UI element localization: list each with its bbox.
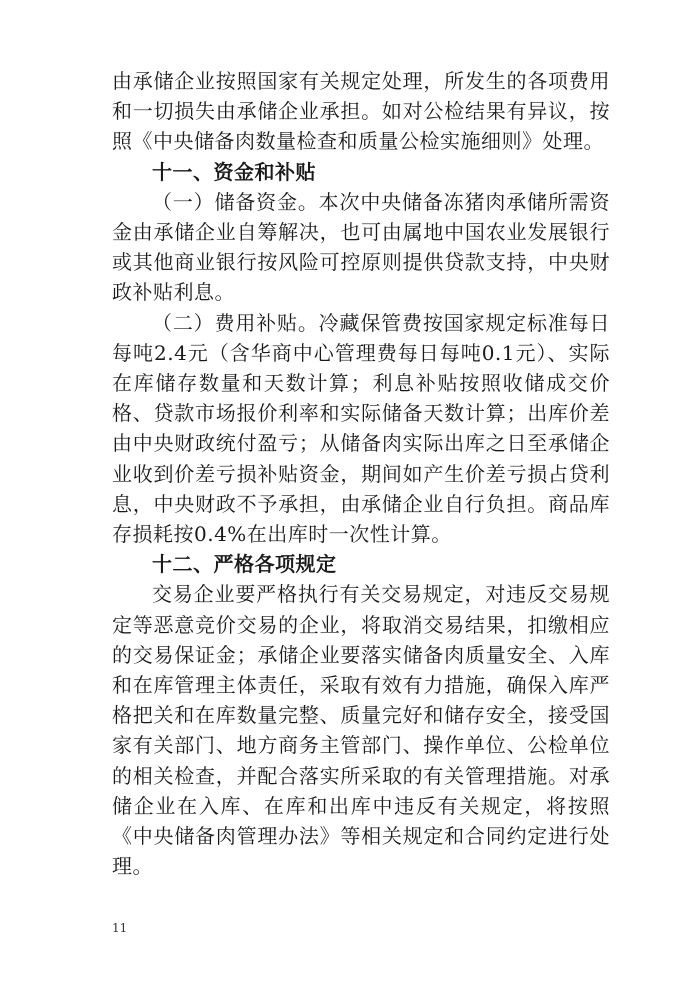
page-number: 11 (112, 921, 128, 935)
paragraph-subsidies: （二）费用补贴。冷藏保管费按国家规定标准每日每吨2.4元（含华商中心管理费每日每吨0.1元）、实际在库储存数量和天数计算；利息补贴按照收储成交价格、贷款市场报价利率和实际储备天数计算；出库价差由中央财政统付盈亏；从储备肉实际出库之日至承储企业收到价差亏损补贴资金，期间如产生价差亏损占贷利息，中央财政不予承担，由承储企业自行负担。商品库存损耗按0.4%在出库时一次性计算。 (112, 310, 610, 547)
section-heading-11: 十一、资金和补贴 (152, 159, 316, 184)
paragraph-continued: 由承储企业按照国家有关规定处理，所发生的各项费用和一切损失由承储企业承担。如对公检结果有异议，按照《中央储备肉数量检查和质量公检实施细则》处理。 (112, 69, 610, 154)
paragraph-reserve-funds: （一）储备资金。本次中央储备冻猪肉承储所需资金由承储企业自筹解决，也可由属地中国农业发展银行或其他商业银行按风险可控原则提供贷款支持，中央财政补贴利息。 (112, 189, 610, 305)
section-heading-12: 十二、严格各项规定 (152, 552, 337, 577)
paragraph-regulations: 交易企业要严格执行有关交易规定，对违反交易规定等恶意竞价交易的企业，将取消交易结果，扣缴相应的交易保证金；承储企业要落实储备肉质量安全、入库和在库管理主体责任，采取有效有力措施，确保入库严格把关和在库数量完整、质量完好和储存安全，接受国家有关部门、地方商务主管部门、操作单位、公检单位的相关检查，并配合落实所采取的有关管理措施。对承储企业在入库、在库和出库中违反有关规定，将按照《中央储备肉管理办法》等相关规定和合同约定进行处理。 (112, 582, 610, 879)
